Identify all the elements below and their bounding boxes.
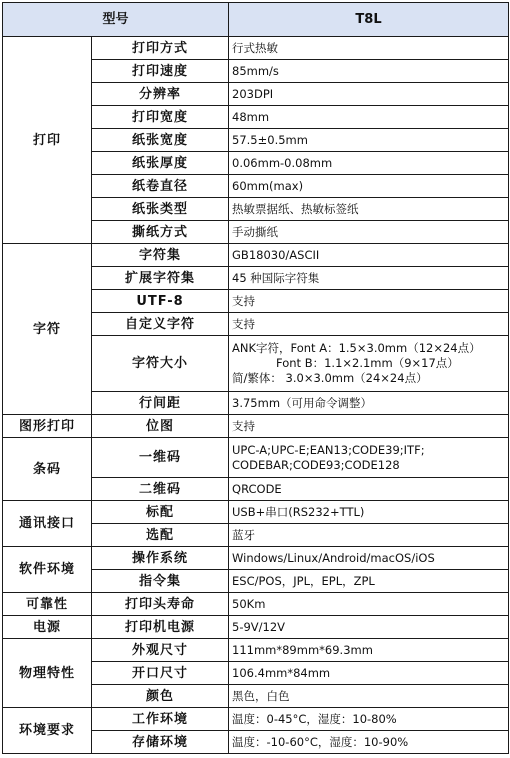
item-value: 45 种国际字符集 bbox=[229, 267, 509, 290]
item-label: 打印机电源 bbox=[92, 616, 229, 639]
item-label: 开口尺寸 bbox=[92, 662, 229, 685]
table-row bbox=[3, 37, 509, 60]
table-row bbox=[3, 639, 509, 662]
item-label: 分辨率 bbox=[92, 83, 229, 106]
item-label: 字符大小 bbox=[92, 336, 229, 392]
item-value: 60mm(max) bbox=[229, 175, 509, 198]
item-value: 支持 bbox=[229, 415, 509, 438]
item-value: 85mm/s bbox=[229, 60, 509, 83]
item-label: 外观尺寸 bbox=[92, 639, 229, 662]
item-label: 一维码 bbox=[92, 438, 229, 478]
item-value: 48mm bbox=[229, 106, 509, 129]
category-reliability: 可靠性 bbox=[3, 593, 92, 616]
item-label: 字符集 bbox=[92, 244, 229, 267]
item-label: 纸张宽度 bbox=[92, 129, 229, 152]
item-value: 57.5±0.5mm bbox=[229, 129, 509, 152]
item-value: Windows/Linux/Android/macOS/iOS bbox=[229, 547, 509, 570]
item-label: 工作环境 bbox=[92, 708, 229, 731]
item-label: 位图 bbox=[92, 415, 229, 438]
category-software: 软件环境 bbox=[3, 547, 92, 593]
spec-table bbox=[2, 2, 509, 754]
barcode-line-2: CODEBAR;CODE93;CODE128 bbox=[232, 457, 400, 472]
item-label: 自定义字符 bbox=[92, 313, 229, 336]
item-value: GB18030/ASCII bbox=[229, 244, 509, 267]
item-label: 二维码 bbox=[92, 478, 229, 501]
barcode-line-1: UPC-A;UPC-E;EAN13;CODE39;ITF; bbox=[232, 442, 425, 457]
item-label: 纸张厚度 bbox=[92, 152, 229, 175]
table-row bbox=[3, 708, 509, 731]
item-value: 106.4mm*84mm bbox=[229, 662, 509, 685]
table-row bbox=[3, 244, 509, 267]
item-label: 纸张类型 bbox=[92, 198, 229, 221]
model-label: 型号 bbox=[3, 3, 229, 37]
item-value: 203DPI bbox=[229, 83, 509, 106]
item-label: 颜色 bbox=[92, 685, 229, 708]
item-value: 50Km bbox=[229, 593, 509, 616]
item-value: 温度：0-45°C，湿度：10-80% bbox=[229, 708, 509, 731]
char-size-line-3: 简/繁体： 3.0×3.0mm（24×24点） bbox=[232, 371, 428, 385]
category-chars: 字符 bbox=[3, 244, 92, 415]
category-barcode: 条码 bbox=[3, 438, 92, 501]
category-print: 打印 bbox=[3, 37, 92, 244]
item-label: 打印宽度 bbox=[92, 106, 229, 129]
item-label: 行间距 bbox=[92, 392, 229, 415]
item-value: 蓝牙 bbox=[229, 524, 509, 547]
item-value: 温度：-10-60°C，湿度：10-90% bbox=[229, 731, 509, 754]
item-label: 指令集 bbox=[92, 570, 229, 593]
item-value: 5-9V/12V bbox=[229, 616, 509, 639]
item-label: 打印速度 bbox=[92, 60, 229, 83]
table-row bbox=[3, 438, 509, 478]
item-label: 打印头寿命 bbox=[92, 593, 229, 616]
item-label: UTF-8 bbox=[92, 290, 229, 313]
item-value: 手动撕纸 bbox=[229, 221, 509, 244]
item-label: 标配 bbox=[92, 501, 229, 524]
category-power: 电源 bbox=[3, 616, 92, 639]
item-label: 撕纸方式 bbox=[92, 221, 229, 244]
item-value: 热敏票据纸、热敏标签纸 bbox=[229, 198, 509, 221]
item-label: 扩展字符集 bbox=[92, 267, 229, 290]
table-header-row bbox=[3, 3, 509, 37]
item-value: 支持 bbox=[229, 313, 509, 336]
char-size-line-2: Font B：1.1×2.1mm（9×17点） bbox=[276, 356, 459, 370]
item-label: 操作系统 bbox=[92, 547, 229, 570]
char-size-line-1: ANK字符，Font A：1.5×3.0mm（12×24点） bbox=[232, 341, 481, 355]
model-value: T8L bbox=[229, 3, 509, 37]
item-label: 选配 bbox=[92, 524, 229, 547]
category-environment: 环境要求 bbox=[3, 708, 92, 754]
item-label: 纸卷直径 bbox=[92, 175, 229, 198]
category-physical: 物理特性 bbox=[3, 639, 92, 708]
item-value: 行式热敏 bbox=[229, 37, 509, 60]
item-value: ESC/POS，JPL，EPL，ZPL bbox=[229, 570, 509, 593]
category-graphics: 图形打印 bbox=[3, 415, 92, 438]
item-value bbox=[229, 336, 509, 392]
table-row bbox=[3, 501, 509, 524]
item-value bbox=[229, 438, 509, 478]
item-value: 支持 bbox=[229, 290, 509, 313]
item-value: 111mm*89mm*69.3mm bbox=[229, 639, 509, 662]
table-row bbox=[3, 415, 509, 438]
item-value: QRCODE bbox=[229, 478, 509, 501]
table-row bbox=[3, 616, 509, 639]
item-value: 0.06mm-0.08mm bbox=[229, 152, 509, 175]
category-interface: 通讯接口 bbox=[3, 501, 92, 547]
table-row bbox=[3, 593, 509, 616]
item-value: 黑色，白色 bbox=[229, 685, 509, 708]
item-value: USB+串口(RS232+TTL) bbox=[229, 501, 509, 524]
item-label: 打印方式 bbox=[92, 37, 229, 60]
item-label: 存储环境 bbox=[92, 731, 229, 754]
item-value: 3.75mm（可用命令调整） bbox=[229, 392, 509, 415]
table-row bbox=[3, 547, 509, 570]
